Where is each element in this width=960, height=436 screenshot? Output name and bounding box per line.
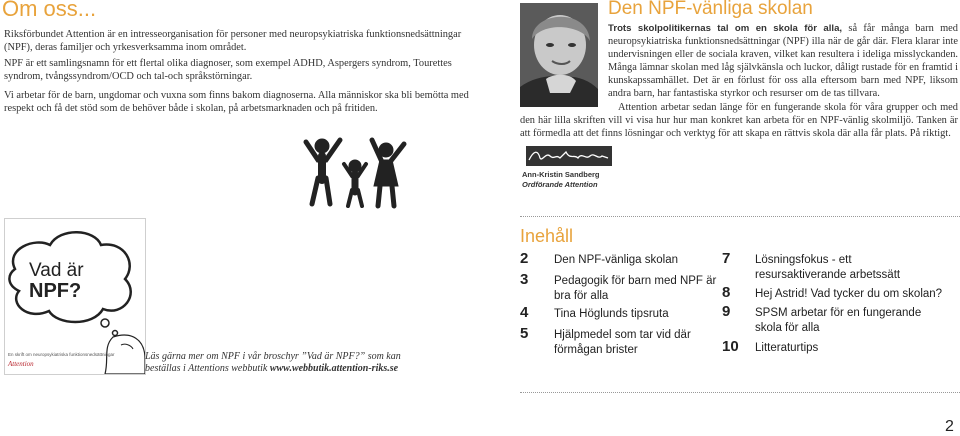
webshop-link[interactable]: www.webbutik.attention-riks.se <box>269 363 399 374</box>
toc-item-2[interactable]: Den NPF-vänliga skolan <box>554 254 679 266</box>
brochure-subtitle: En skrift om neuropsykiatriska funktionsnedsättningar <box>8 352 115 357</box>
toc-num-10: 10 <box>722 338 739 355</box>
toc-num-3: 3 <box>520 271 529 288</box>
toc-num-7: 7 <box>722 250 731 267</box>
attention-logo: Attention <box>8 360 34 368</box>
toc-item-9[interactable]: SPSM arbetar för en fungerande skola för alla <box>755 307 922 334</box>
toc-item-5[interactable]: Hjälpmedel som tar vid där förmågan brister <box>554 329 691 356</box>
brochure-title-line-1: Vad är <box>29 260 84 281</box>
toc-item-7[interactable]: Lösningsfokus - ett resursaktiverande arbetssätt <box>755 254 901 281</box>
about-paragraph-2: NPF är ett samlingsnamn för ett flertal olika diagnoser, som exempel ADHD, Aspergers syndrom, Tourettes syndrom, tvångssyndrom/OCD och tal-och språkstörningar. <box>4 58 452 82</box>
toc-num-9: 9 <box>722 303 731 320</box>
toc-title: Inehåll <box>520 226 574 246</box>
toc-num-4: 4 <box>520 304 529 321</box>
toc-item-8[interactable]: Hej Astrid! Vad tycker du om skolan? <box>755 288 943 300</box>
handwritten-signature <box>526 146 612 166</box>
toc-num-2: 2 <box>520 250 529 267</box>
signature-role: Ordförande Attention <box>522 180 598 189</box>
caption-text: Läs gärna mer om NPF i vår broschyr ”Vad är NPF?” som kan beställas i Attentions webbutik <box>145 351 401 374</box>
table-of-contents <box>520 250 960 390</box>
toc-item-3[interactable]: Pedagogik för barn med NPF är bra för alla <box>554 275 717 302</box>
divider-top <box>520 216 960 217</box>
npf-school-body-2: Attention arbetar sedan länge för en fungerande skola för våra grupper och med den här lilla skriften vill vi visa hur hur man konkret kan arbeta för en NPF-vänlig skolmiljö. Tanken är att förmedla att det finns lösningar och verktyg för att skapa en rättvis skola där alla får plats. På riktigt. <box>520 102 958 139</box>
brochure-title-line-2: NPF? <box>29 280 82 302</box>
about-paragraph-3: Vi arbetar för de barn, ungdomar och vuxna som finns bakom diagnoserna. Alla människor ska bli bemötta med respekt och få det stöd som de behöver både i skolan, på arbetsmarknaden och på fritiden. <box>4 90 469 114</box>
page-number: 2 <box>945 418 954 435</box>
signature-name: Ann-Kristin Sandberg <box>522 170 600 179</box>
npf-school-body-1: så får många barn med neuropsykiatriska funktionsnedsättningar (NPF) illa när de går där. Flera klarar inte undervisningen eller de sociala kraven, vilket kan resultera i ideliga misslyckanden. Många lämnar skolan med låg självkänsla och luckor, dåligt rustade för en framtid i kunskapssamhället. Det är en förlust för oss alla eftersom barn med NPF, liksom andra barn, har fantastiska styrkor och resurser om de tas tillvara. <box>608 23 958 99</box>
npf-school-lead: Trots skolpolitikernas tal om en skola för alla, <box>608 23 843 34</box>
family-figures-illustration <box>300 132 410 210</box>
toc-num-5: 5 <box>520 325 529 342</box>
about-title: Om oss... <box>2 0 97 21</box>
brochure-caption <box>145 351 415 375</box>
toc-item-4[interactable]: Tina Höglunds tipsruta <box>554 308 669 320</box>
chairperson-photo <box>520 3 598 107</box>
toc-num-8: 8 <box>722 284 731 301</box>
npf-school-title: Den NPF-vänliga skolan <box>608 0 813 19</box>
about-paragraph-1: Riksförbundet Attention är en intresseorganisation för personer med neuropsykiatriska funktionsnedsättningar (NPF), deras familjer och yrkesverksamma inom området. <box>4 29 462 53</box>
npf-school-intro <box>608 22 958 100</box>
brochure-cover <box>4 218 146 375</box>
divider-bottom <box>520 392 960 393</box>
toc-item-10[interactable]: Litteraturtips <box>755 342 819 354</box>
